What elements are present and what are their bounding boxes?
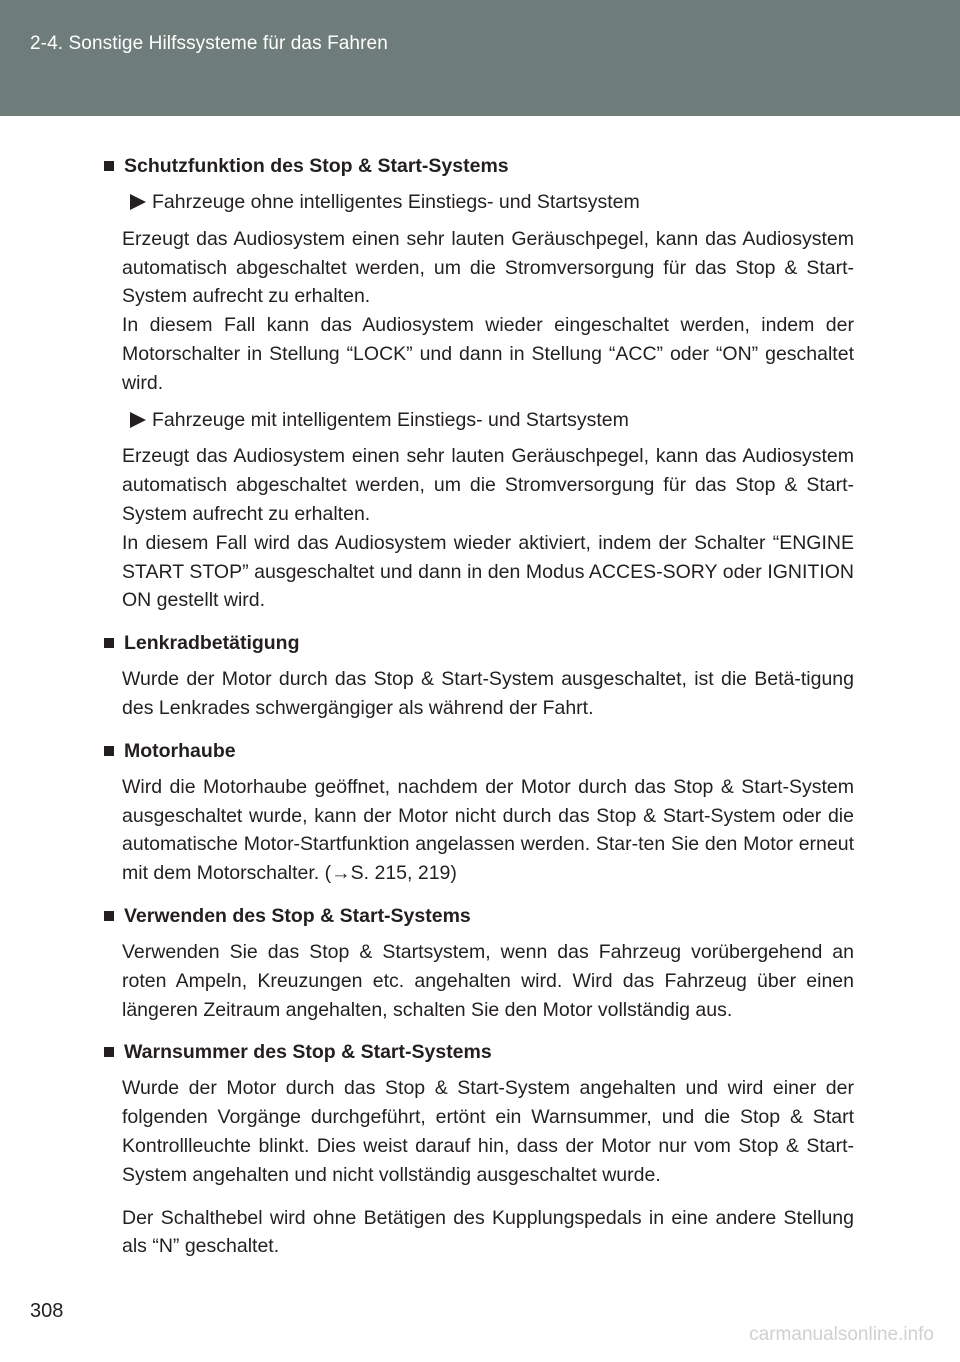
section-lenkrad	[102, 629, 854, 723]
section-heading	[104, 629, 854, 657]
vehicle-variant-label	[130, 188, 854, 217]
square-bullet-icon	[104, 638, 114, 648]
paragraph: In diesem Fall wird das Audiosystem wieder aktiviert, indem der Schalter “ENGINE START STOP” ausgeschaltet und dann in den Modus ACCES-SORY oder IGNITION ON gestellt wird.	[122, 531, 854, 612]
heading-text: Verwenden des Stop & Start-Systems	[124, 904, 471, 927]
heading-text: Warnsummer des Stop & Start-Systems	[124, 1041, 492, 1064]
triangle-bullet-icon	[130, 194, 146, 210]
square-bullet-icon	[104, 911, 114, 921]
section-motorhaube	[102, 737, 854, 888]
page-content	[102, 152, 854, 1275]
paragraph: Verwenden Sie das Stop & Startsystem, wenn das Fahrzeug vorübergehend an roten Ampeln, Kreuzungen etc. angehalten wird. Wird das Fahrzeug über einen längeren Zeitraum angehalten, schalten Sie den Motor vollständig aus.	[122, 940, 854, 1021]
paragraph: Erzeugt das Audiosystem einen sehr lauten Geräuschpegel, kann das Audiosystem automatisch abgeschaltet werden, um die Stromversorgung für das Stop & Start-System aufrecht zu erhalten.	[122, 445, 854, 525]
chapter-title: 2-4. Sonstige Hilfssysteme für das Fahren	[30, 33, 388, 54]
paragraph: In diesem Fall kann das Audiosystem wieder eingeschaltet werden, indem der Motorschalter in Stellung “LOCK” und dann in Stellung “ACC” oder “ON” geschaltet wird.	[122, 314, 854, 394]
square-bullet-icon	[104, 746, 114, 756]
variant-text: Fahrzeuge ohne intelligentes Einstiegs- und Startsystem	[152, 191, 640, 213]
paragraph: Erzeugt das Audiosystem einen sehr lauten Geräuschpegel, kann das Audiosystem automatisch abgeschaltet werden, um die Stromversorgung für das Stop & Start-System aufrecht zu erhalten.	[122, 227, 854, 308]
section-heading	[104, 737, 854, 765]
section-heading	[104, 1038, 854, 1066]
heading-text: Motorhaube	[124, 739, 236, 762]
paragraph: Wurde der Motor durch das Stop & Start-System ausgeschaltet, ist die Betä-tigung des Lenkrades schwergängiger als während der Fahrt.	[122, 668, 854, 719]
square-bullet-icon	[104, 1047, 114, 1057]
variant-text: Fahrzeuge mit intelligentem Einstiegs- und Startsystem	[152, 408, 629, 431]
triangle-bullet-icon	[130, 412, 146, 428]
section-schutzfunktion	[102, 152, 854, 615]
section-heading	[104, 902, 854, 930]
paragraph: Wird die Motorhaube geöffnet, nachdem der Motor durch das Stop & Start-System ausgeschaltet wurde, kann der Motor nicht durch das Stop & Start-System oder die automatische Motor-Startfunktion angelassen werden. Star-ten Sie den Motor erneut mit dem Motorschalter. (→S. 215, 219)	[122, 775, 854, 885]
vehicle-variant-label	[130, 406, 854, 435]
heading-text: Schutzfunktion des Stop & Start-Systems	[124, 155, 509, 177]
paragraph: Der Schalthebel wird ohne Betätigen des Kupplungspedals in eine andere Stellung als “N” geschaltet.	[122, 1206, 854, 1258]
square-bullet-icon	[104, 161, 114, 171]
heading-text: Lenkradbetätigung	[124, 632, 300, 655]
section-verwenden	[102, 902, 854, 1024]
watermark: carmanualsonline.info	[749, 1324, 934, 1345]
page-number: 308	[30, 1300, 64, 1322]
chapter-header-bar	[0, 0, 960, 116]
section-heading	[104, 152, 854, 180]
paragraph: Wurde der Motor durch das Stop & Start-System angehalten und wird einer der folgenden Vorgänge durchgeführt, ertönt ein Warnsummer, und die Stop & Start Kontrollleuchte blinkt. Dies weist darauf hin, dass der Motor nur vom Stop & Start-System angehalten und nicht vollständig ausgeschaltet wurde.	[122, 1077, 854, 1186]
section-warnsummer	[102, 1038, 854, 1261]
